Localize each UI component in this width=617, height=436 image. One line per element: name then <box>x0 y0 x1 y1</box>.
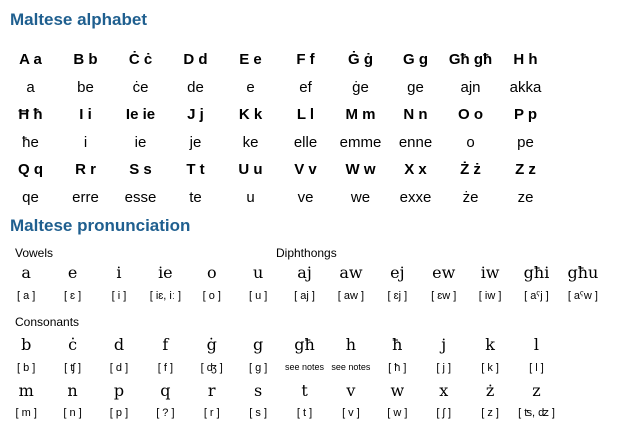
diphthong: għu <box>567 263 599 282</box>
pronunciation-heading: Maltese pronunciation <box>10 216 191 235</box>
consonant: d <box>113 335 125 354</box>
alphabet-heading: Maltese alphabet <box>10 10 147 29</box>
consonant: v <box>346 381 356 400</box>
ipa-value: [ ɛw ] <box>431 290 457 302</box>
diphthong: iw <box>480 263 500 282</box>
letter-name: qe <box>22 188 39 206</box>
alphabet-letter: Q q <box>18 161 43 179</box>
vowel: u <box>252 263 264 282</box>
alphabet-letter: Ż ż <box>460 161 481 179</box>
ipa-value: [ d ] <box>109 362 129 374</box>
letter-name: de <box>187 78 204 96</box>
alphabet-letter: S s <box>129 161 152 179</box>
vowel: ie <box>158 263 173 282</box>
ipa-value: [ p ] <box>109 407 129 419</box>
ipa-value: [ o ] <box>202 290 221 302</box>
letter-name: akka <box>509 78 542 96</box>
alphabet-letter: Ie ie <box>125 106 156 124</box>
vowel: o <box>206 263 217 282</box>
letter-name: esse <box>124 188 157 206</box>
letter-name: exxe <box>399 188 432 206</box>
letter-name: i <box>83 133 88 151</box>
vowel-ipa-row <box>3 290 606 302</box>
alphabet-table <box>3 46 606 211</box>
consonant: f <box>162 335 169 354</box>
consonant: r <box>207 381 216 400</box>
consonant: m <box>18 381 34 400</box>
vowel: a <box>21 263 31 282</box>
ipa-value: [ ħ ] <box>388 362 407 374</box>
alphabet-letter: O o <box>458 106 483 124</box>
letter-name: enne <box>398 133 433 151</box>
ipa-value: [ k ] <box>481 362 499 374</box>
consonant-ipa-row <box>3 362 606 374</box>
consonant: t <box>301 381 308 400</box>
alphabet-letter: A a <box>19 51 42 69</box>
ipa-value: [ v ] <box>342 407 360 419</box>
consonant: n <box>67 381 78 400</box>
letter-name: u <box>246 188 255 206</box>
consonant: ġ <box>206 335 217 354</box>
consonant: ċ <box>68 335 78 354</box>
letter-name: ef <box>299 78 312 96</box>
alphabet-letter: B b <box>73 51 98 69</box>
alphabet-letter: F f <box>296 51 315 69</box>
alphabet-letter: T t <box>186 161 205 179</box>
letter-name: ajn <box>460 78 481 96</box>
consonant-row <box>3 335 606 354</box>
letter-name: że <box>462 188 479 206</box>
letter-name: ve <box>297 188 314 206</box>
alphabet-letter-row <box>3 101 606 129</box>
letter-name: ħe <box>22 133 39 151</box>
consonant: l <box>533 335 540 354</box>
ipa-value: [ j ] <box>436 362 452 374</box>
alphabet-name-row <box>3 184 606 212</box>
alphabet-name-row <box>3 74 606 102</box>
diphthong: għi <box>523 263 550 282</box>
letter-name: we <box>350 188 371 206</box>
ipa-value: [ s ] <box>249 407 268 419</box>
ipa-value: [ ɛ ] <box>63 290 82 302</box>
diphthong: aj <box>297 263 312 282</box>
vowel: e <box>67 263 78 282</box>
alphabet-letter: W w <box>345 161 376 179</box>
alphabet-letter: V v <box>294 161 317 179</box>
ipa-value: [ ʃ ] <box>436 407 452 419</box>
diphthong: ej <box>390 263 405 282</box>
ipa-value: [ ɛj ] <box>387 290 408 302</box>
alphabet-letter: H h <box>513 51 538 69</box>
consonant-ipa-row <box>3 407 606 419</box>
diphthong: aw <box>339 263 363 282</box>
consonants-label: Consonants <box>15 315 80 329</box>
ipa-value: [ aw ] <box>337 290 365 302</box>
diphthong: ew <box>432 263 456 282</box>
alphabet-letter: R r <box>75 161 96 179</box>
ipa-value: [ u ] <box>248 290 268 302</box>
consonant-row <box>3 381 606 400</box>
consonant: z <box>532 381 541 400</box>
letter-name: ċe <box>132 78 149 96</box>
ipa-value: [ r ] <box>203 407 220 419</box>
ipa-value: [ aˤj ] <box>524 290 549 302</box>
alphabet-letter: I i <box>79 106 92 124</box>
consonant: ż <box>485 381 495 400</box>
ipa-value: [ z ] <box>481 407 499 419</box>
letter-name: je <box>189 133 202 151</box>
ipa-value: [ t ] <box>296 407 313 419</box>
alphabet-letter: K k <box>238 106 263 124</box>
ipa-value: [ ? ] <box>156 407 175 419</box>
ipa-value: [ aj ] <box>294 290 315 302</box>
consonant: p <box>113 381 125 400</box>
alphabet-letter: L l <box>296 106 315 124</box>
alphabet-letter: P p <box>513 106 538 124</box>
letter-name: emme <box>339 133 382 151</box>
alphabet-letter: Ċ ċ <box>128 51 153 69</box>
letter-name: be <box>77 78 94 96</box>
consonant: x <box>439 381 449 400</box>
letter-name: te <box>189 188 202 206</box>
vowels-label: Vowels <box>15 246 54 260</box>
letter-name: o <box>466 133 475 151</box>
letter-name: pe <box>517 133 534 151</box>
alphabet-letter: E e <box>239 51 262 69</box>
consonant: j <box>441 335 447 354</box>
ipa-value: [ l ] <box>529 362 544 374</box>
letter-name: elle <box>293 133 318 151</box>
ipa-value: [ m ] <box>15 407 37 419</box>
consonant: għ <box>294 335 315 354</box>
consonant: s <box>254 381 263 400</box>
letter-name: ġe <box>352 78 369 96</box>
alphabet-letter: U u <box>238 161 263 179</box>
consonant: g <box>253 335 264 354</box>
ipa-value: [ ʧ ] <box>64 362 82 374</box>
consonant: b <box>21 335 32 354</box>
vowel-row <box>3 263 606 282</box>
alphabet-letter-row <box>3 46 606 74</box>
alphabet-letter: Ħ ħ <box>18 106 43 124</box>
alphabet-letter: N n <box>403 106 428 124</box>
letter-name: e <box>246 78 255 96</box>
see-notes-text: see notes <box>285 362 325 372</box>
ipa-value: [ iɛ, iː ] <box>149 290 182 302</box>
ipa-value: [ ʦ, ʣ ] <box>518 407 555 419</box>
ipa-value: [ i ] <box>111 290 127 302</box>
consonant: q <box>160 381 171 400</box>
ipa-value: [ iw ] <box>478 290 502 302</box>
letter-name: erre <box>72 188 99 206</box>
alphabet-letter-row <box>3 156 606 184</box>
ipa-value: [ a ] <box>17 290 36 302</box>
consonant: w <box>390 381 405 400</box>
letter-name: ze <box>517 188 534 206</box>
alphabet-letter: M m <box>345 106 376 124</box>
alphabet-letter: D d <box>183 51 208 69</box>
alphabet-letter: Għ għ <box>448 51 493 69</box>
alphabet-letter: J j <box>187 106 204 124</box>
diphthongs-label: Diphthongs <box>276 246 337 260</box>
vowel: i <box>116 263 122 282</box>
letter-name: a <box>26 78 35 96</box>
ipa-value: [ g ] <box>248 362 268 374</box>
consonant: ħ <box>392 335 403 354</box>
ipa-value: [ aˤw ] <box>567 290 598 302</box>
ipa-value: [ ʤ ] <box>200 362 223 374</box>
alphabet-letter: Z z <box>515 161 536 179</box>
letter-name: ie <box>134 133 147 151</box>
consonant: k <box>485 335 495 354</box>
alphabet-letter: X x <box>404 161 427 179</box>
consonant: h <box>345 335 357 354</box>
ipa-value: [ n ] <box>63 407 82 419</box>
letter-name: ke <box>242 133 259 151</box>
alphabet-name-row <box>3 129 606 157</box>
alphabet-letter: G g <box>403 51 428 69</box>
see-notes-text: see notes <box>331 362 371 372</box>
ipa-value: [ f ] <box>157 362 173 374</box>
ipa-value: [ w ] <box>387 407 408 419</box>
alphabet-letter: Ġ ġ <box>348 51 373 69</box>
letter-name: ge <box>407 78 424 96</box>
ipa-value: [ b ] <box>17 362 36 374</box>
